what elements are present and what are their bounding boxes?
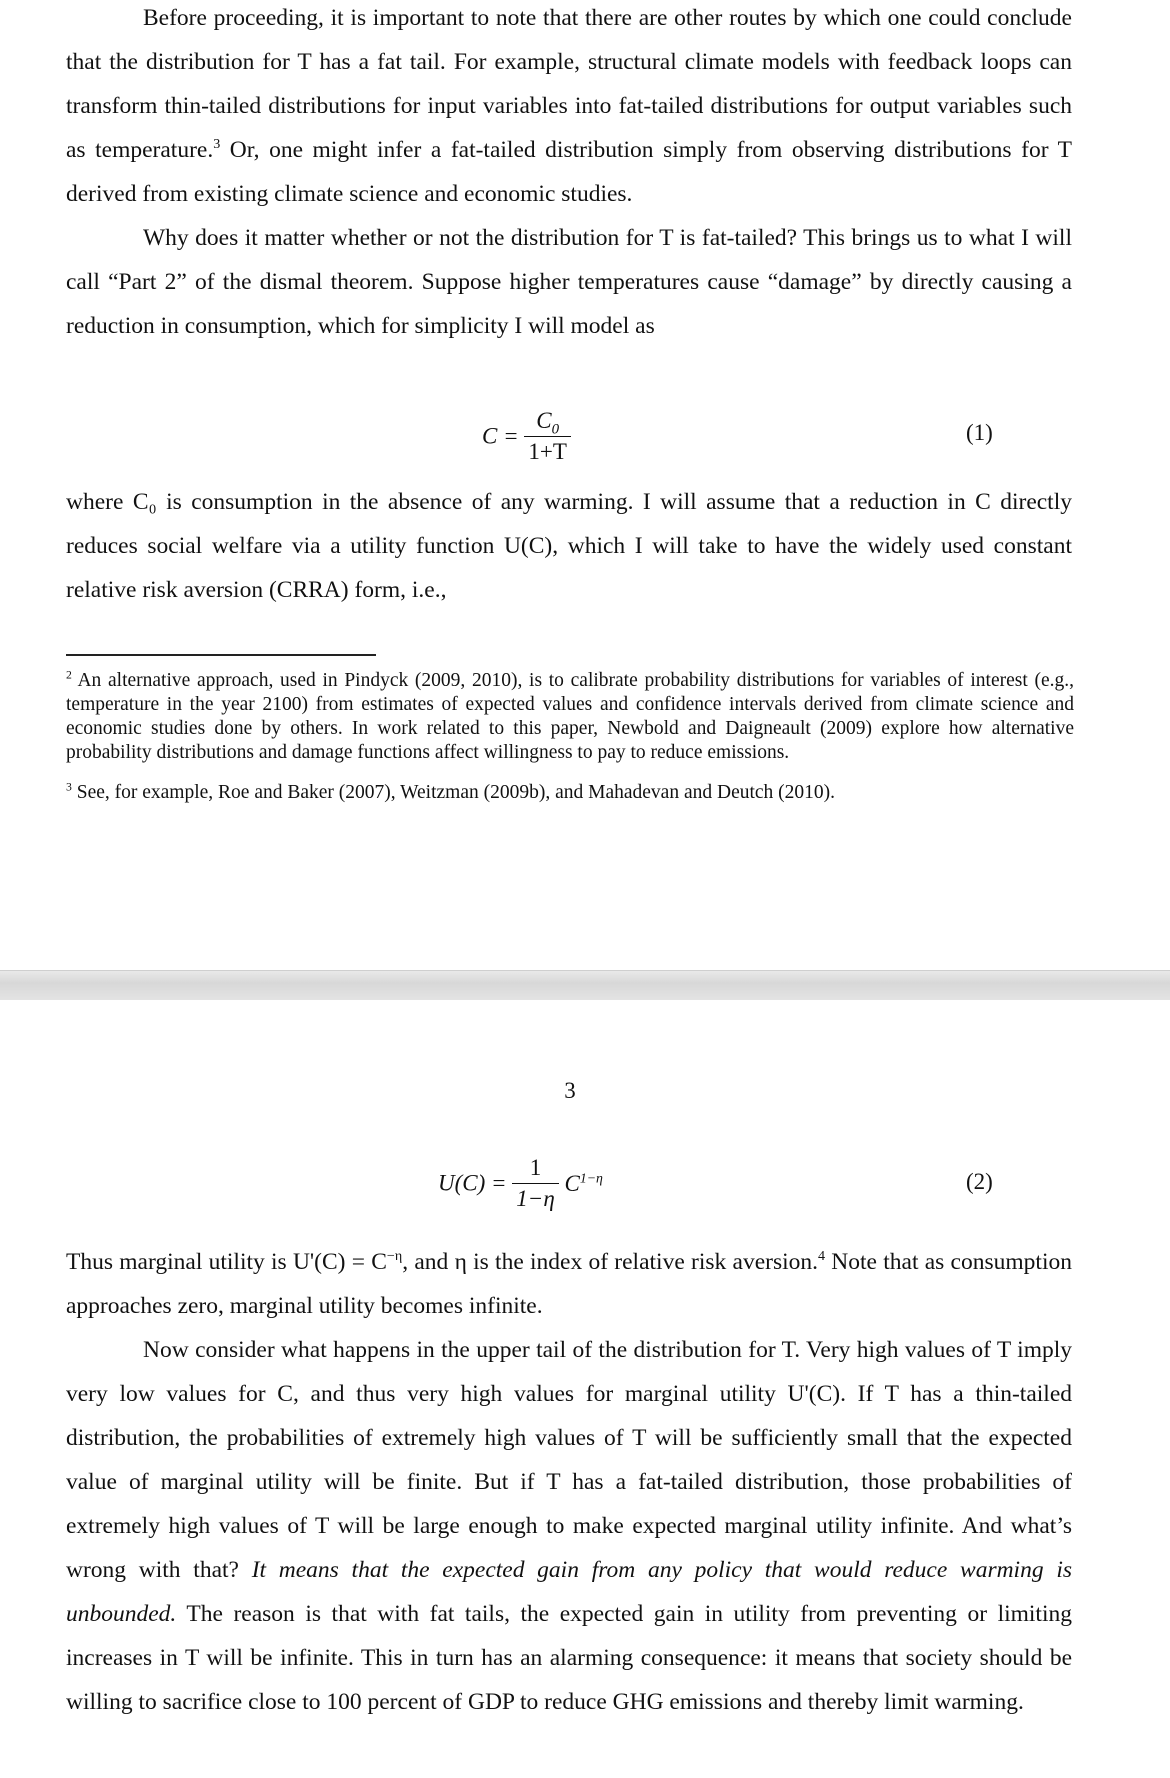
eq2-number: (2) xyxy=(966,1169,993,1194)
paragraph-other-routes: Before proceeding, it is important to note that there are other routes by which one could conclude that the distribution for T has a fat tail. For example, structural climate models with feedback loops can transform thin-tailed distributions for input variables into fat-tailed distributions for output variables such as temperature.$^3$ Or, one might infer a fat-tailed distribution simply from observing distributions for T derived from existing climate science and economic studies. xyxy=(66,5,1072,207)
eq2-rhs: C xyxy=(564,1170,580,1196)
body-text-top xyxy=(66,0,1072,348)
eq1-fraction xyxy=(524,406,571,467)
page-number: 3 xyxy=(564,1078,576,1103)
eq1-lhs: C = xyxy=(482,423,519,449)
eq2-numerator: 1 xyxy=(512,1153,558,1184)
footnote-ref-3[interactable]: 3 xyxy=(213,136,221,153)
footnote-rule xyxy=(66,654,376,656)
paragraph-why-it-matters: Why does it matter whether or not the distribution for T is fat-tailed? This brings us to what I will call “Part 2” of the dismal theorem. Suppose higher temperatures cause “damage” by directly causing a reduction in consumption, which for simplicity I will model as xyxy=(66,225,1072,339)
footnote-2-mark: 2 xyxy=(66,668,72,682)
eq-exponent: −η xyxy=(386,1248,403,1265)
eq1-number: (1) xyxy=(966,420,993,445)
eq2-lhs: U(C) = xyxy=(438,1170,507,1196)
body-text-page-2 xyxy=(66,1240,1072,1724)
footnote-3-mark: 3 xyxy=(66,780,72,794)
footnote-2-text: An alternative approach, used in Pindyck (2009, 2010), is to calibrate probability distributions for variables of interest (e.g., temperature in the year 2100) from estimates of expected values and confidence intervals derived from climate science and economic studies done by others. In work related to this paper, Newbold and Daigneault (2009) explore how alternative probability distributions and damage functions affect willingness to pay to reduce emissions. xyxy=(66,670,1074,763)
eq2-rhs-exponent: 1−η xyxy=(579,1169,603,1185)
footnote-2 xyxy=(66,669,1074,765)
paragraph-marginal-utility: Thus marginal utility is $U'(C) = C^{-\eta}$, and η is the index of relative risk aversion.$^4$ Note that as consumption approaches zero, marginal utility becomes infinite. xyxy=(66,1248,1072,1319)
footnote-3 xyxy=(66,781,1074,805)
body-text-after-eq1 xyxy=(66,480,1072,612)
eq2-fraction xyxy=(512,1153,558,1214)
footnote-ref-4[interactable]: 4 xyxy=(818,1248,826,1265)
page-separator xyxy=(0,970,1170,1002)
eq1-denominator: 1+T xyxy=(528,439,567,464)
paragraph-where-c0: where C₀ is consumption in the absence of any warming. I will assume that a reduction in C directly reduces social welfare via a utility function U(C), which I will take to have the widely used constant relative risk aversion (CRRA) form, i.e., xyxy=(66,489,1072,603)
eq2-denominator: 1−η xyxy=(516,1186,555,1211)
eq1-numerator: C xyxy=(536,408,552,433)
italic-emphasis: It means that the expected gain from any policy that would reduce warming is unbounded. xyxy=(66,1557,1072,1627)
footnote-3-text: See, for example, Roe and Baker (2007), Weitzman (2009b), and Mahadevan and Deutch (2010). xyxy=(76,782,836,803)
eq1-numerator-sub: 0 xyxy=(551,421,560,438)
paragraph-upper-tail: Now consider what happens in the upper tail of the distribution for T. Very high values of T imply very low values for C, and thus very high values for marginal utility U'(C). If T has a thin-tailed distribution, the probabilities of extremely high values of T will be sufficiently small that the expected value of marginal utility will be finite. But if T has a fat-tailed distribution, those probabilities of extremely high values of T will be large enough to make expected marginal utility infinite. And what’s wrong with that? It means that the expected gain from any policy that would reduce warming is unbounded. The reason is that with fat tails, the expected gain in utility from preventing or limiting increases in T will be infinite. This in turn has an alarming consequence: it means that society should be willing to sacrifice close to 100 percent of GDP to reduce GHG emissions and thereby limit warming. xyxy=(66,1337,1072,1715)
document-page-2 xyxy=(0,1000,1170,1778)
